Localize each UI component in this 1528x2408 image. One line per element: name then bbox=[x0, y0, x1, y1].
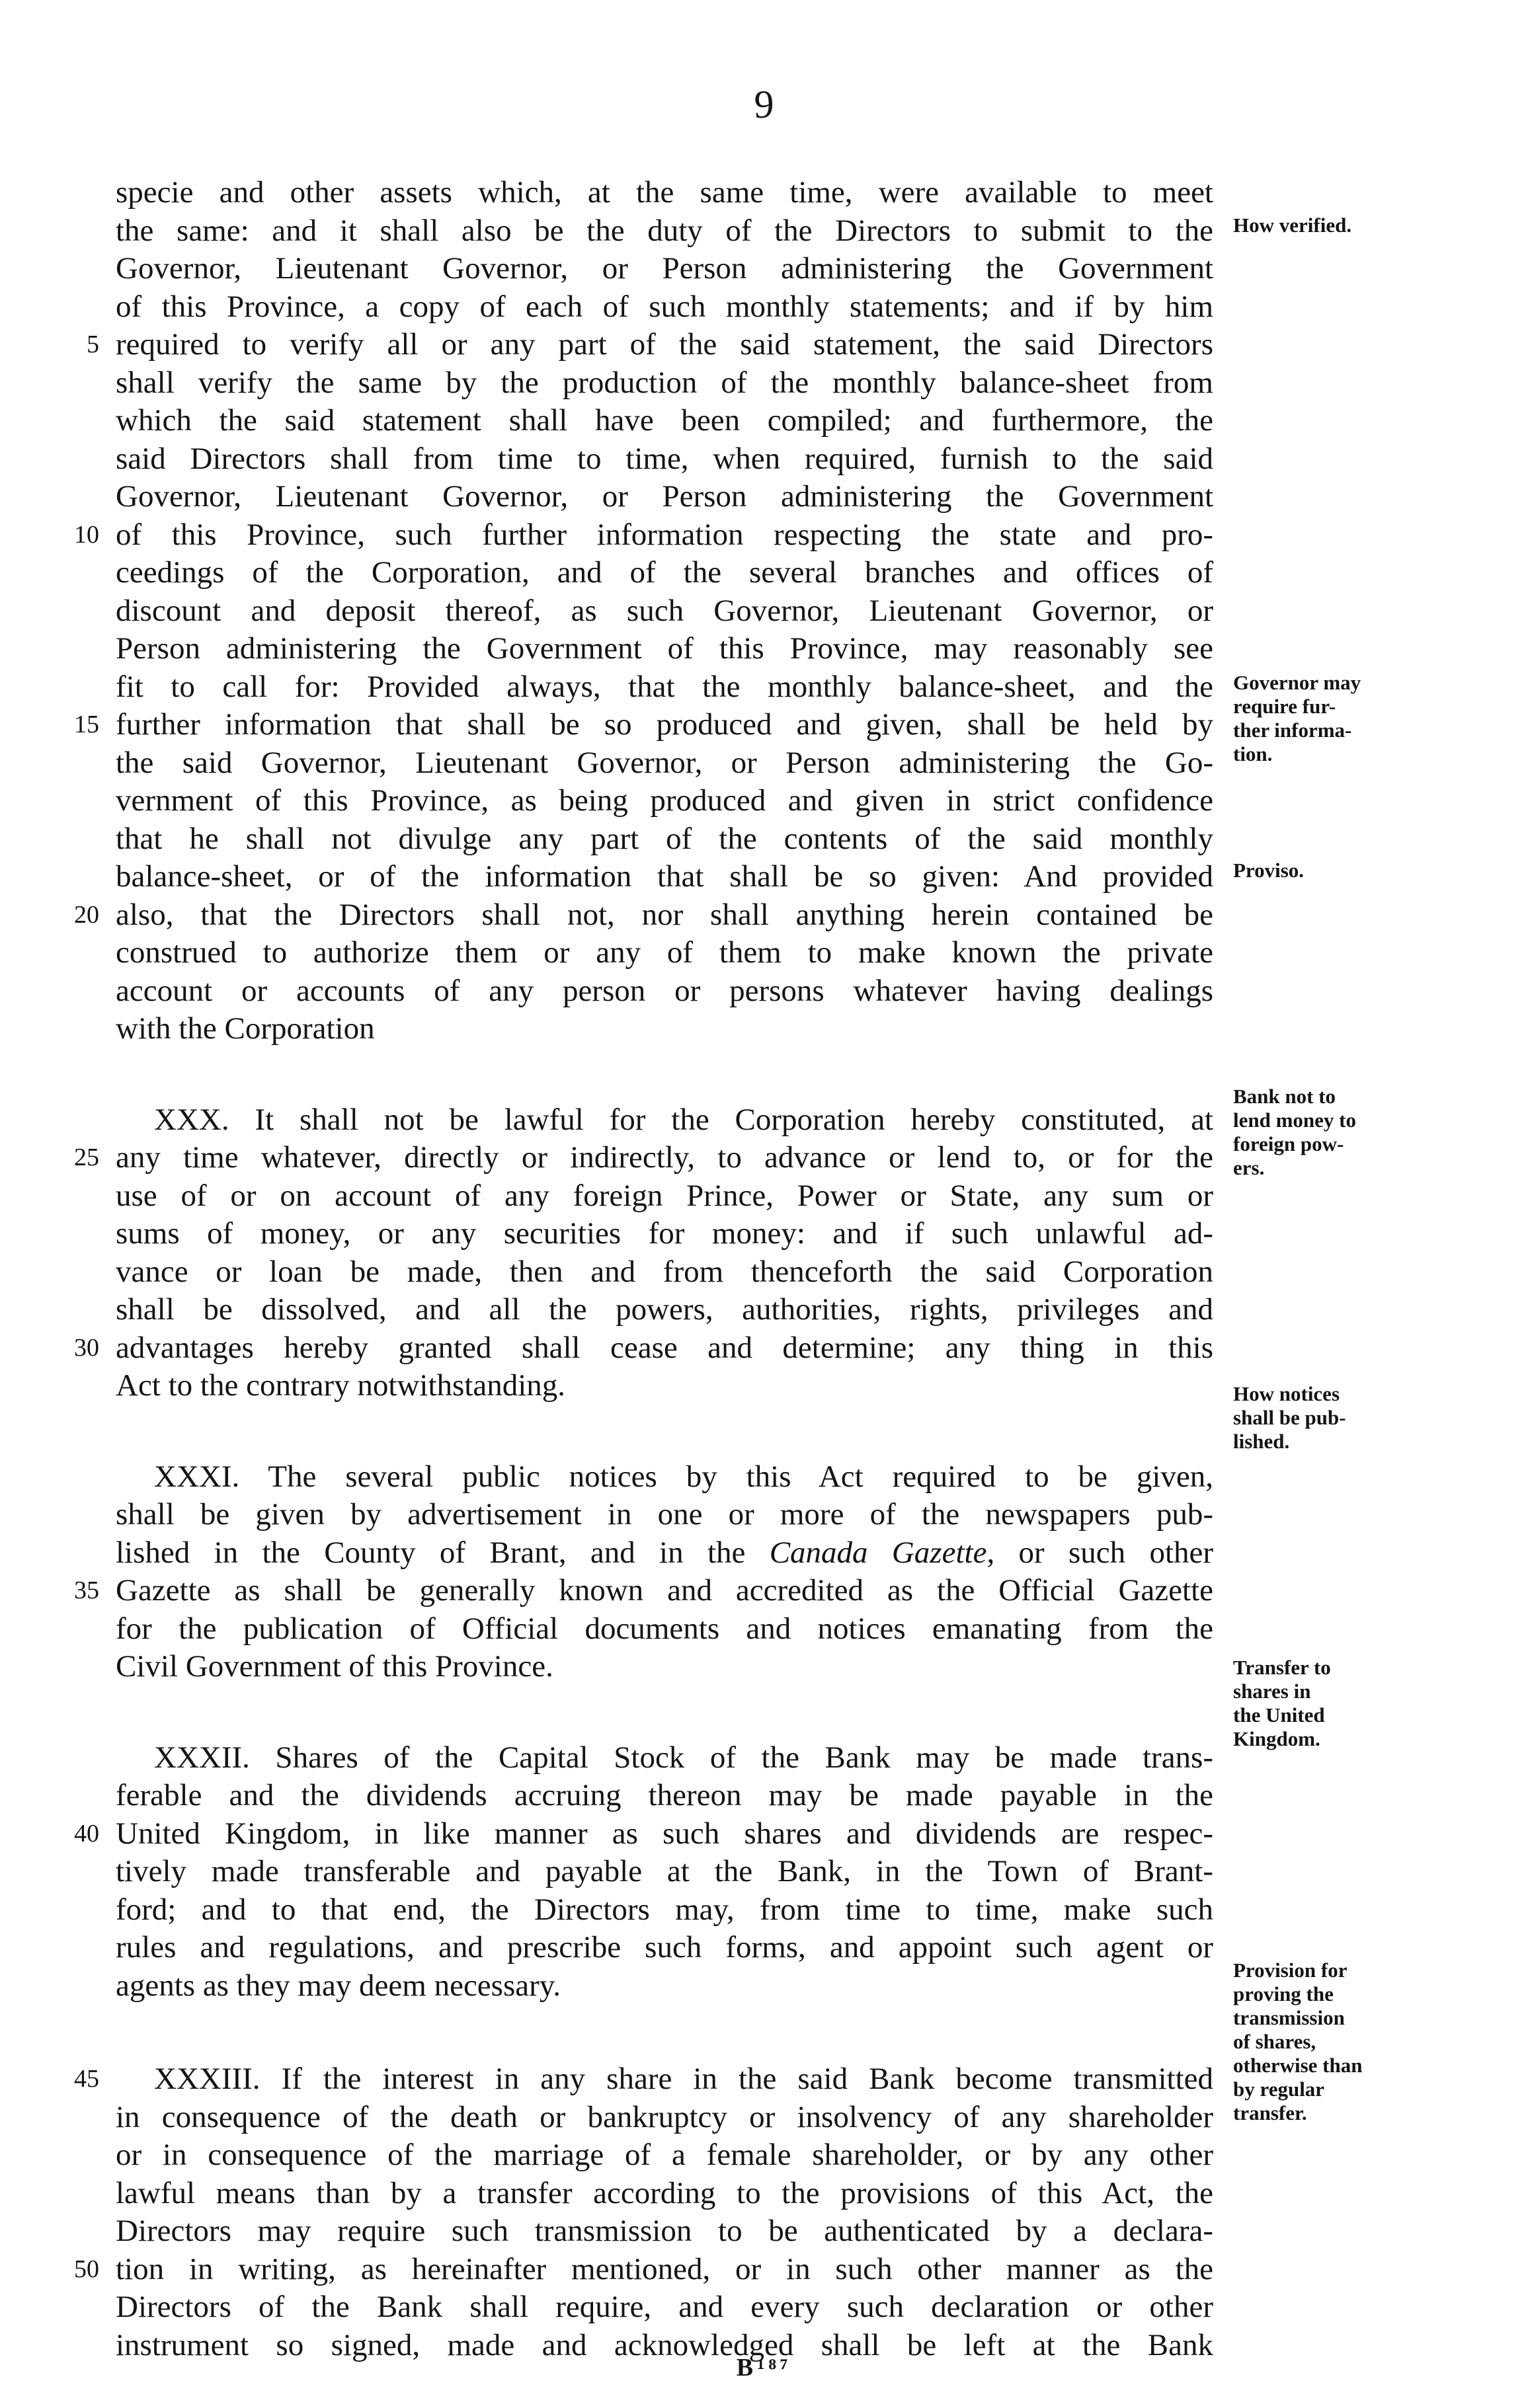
text-line: for the publication of Official documents and notices emanating from the bbox=[116, 1611, 1213, 1646]
page-number: 9 bbox=[754, 83, 774, 126]
line-number: 5 bbox=[87, 330, 99, 358]
text-line: rules and regulations, and prescribe such forms, and appoint such agent or bbox=[116, 1930, 1213, 1964]
text-line: tively made transferable and payable at the Bank, in the Town of Brant- bbox=[116, 1854, 1213, 1888]
text-line: 15 further information that shall be so produced and given, shall be held by bbox=[116, 706, 1213, 744]
line-number: 20 bbox=[74, 900, 99, 929]
margin-note-public-notices: How notices shall be pub- lished. bbox=[1233, 1382, 1346, 1453]
text-line: Governor, Lieutenant Governor, or Person administering the Government bbox=[116, 251, 1213, 286]
text-line: 40 United Kingdom, in like manner as such shares and dividends are respec- bbox=[116, 1815, 1213, 1853]
text-line: lawful means than by a transfer according to the provisions of this Act, the bbox=[116, 2175, 1213, 2210]
margin-note-how-verified: How verified. bbox=[1233, 214, 1352, 237]
text-line: 50 tion in writing, as hereinafter mentioned, or in such other manner as the bbox=[116, 2251, 1213, 2289]
margin-note-transfer-shares: Transfer to shares in the United Kingdom. bbox=[1233, 1656, 1331, 1750]
line-number: 25 bbox=[74, 1144, 99, 1171]
section-xxxii-start: XXXII. Shares of the Capital Stock of the Bank may be made trans- bbox=[154, 1740, 1213, 1775]
text-line: 20 also, that the Directors shall not, nor shall anything herein contained be bbox=[116, 896, 1213, 935]
text-line: Governor, Lieutenant Governor, or Person administering the Government bbox=[116, 479, 1213, 514]
text-line: that he shall not divulge any part of the contents of the said monthly bbox=[116, 821, 1213, 856]
text-line: said Directors shall from time to time, when required, furnish to the said bbox=[116, 441, 1213, 476]
text-line: Person administering the Government of this Province, may reasonably see bbox=[116, 631, 1213, 666]
text-line: ford; and to that end, the Directors may, from time to time, make such bbox=[116, 1892, 1213, 1927]
text-line: ferable and the dividends accruing thereon may be made payable in the bbox=[116, 1778, 1213, 1812]
text-line: which the said statement shall have been compiled; and furthermore, the bbox=[116, 403, 1213, 438]
text-line: Civil Government of this Province. bbox=[116, 1649, 553, 1684]
text-line: lished in the County of Brant, and in the Canada Gazette, or such other bbox=[116, 1535, 1214, 1570]
text-line: the said Governor, Lieutenant Governor, or Person administering the Go- bbox=[116, 745, 1213, 780]
text-line: Act to the contrary notwithstanding. bbox=[116, 1368, 566, 1403]
text-line: 10 of this Province, such further information respecting the state and pro- bbox=[116, 516, 1213, 555]
text-line: with the Corporation bbox=[116, 1011, 375, 1046]
margin-note-governor-information: Governor may require fur- ther informa- tion. bbox=[1233, 671, 1361, 765]
line-number: 10 bbox=[74, 520, 99, 549]
margin-note-proviso: Proviso. bbox=[1233, 859, 1305, 882]
text-line: discount and deposit thereof, as such Governor, Lieutenant Governor, or bbox=[116, 593, 1213, 628]
text-line: the same: and it shall also be the duty of the Directors to submit to the bbox=[116, 213, 1213, 248]
text-line: 25 any time whatever, directly or indirectly, to advance or lend to, or for the bbox=[116, 1139, 1213, 1177]
text-line: instrument so signed, made and acknowledged shall be left at the Bank bbox=[116, 2327, 1213, 2362]
text-line: 5 required to verify all or any part of the said statement, the said Directors bbox=[116, 326, 1213, 364]
text-line: or in consequence of the marriage of a female shareholder, or by any other bbox=[116, 2138, 1213, 2172]
body-text bbox=[74, 174, 1214, 2364]
text-line: Directors of the Bank shall require, and every such declaration or other bbox=[116, 2290, 1213, 2324]
text-line: fit to call for: Provided always, that the monthly balance-sheet, and the bbox=[116, 669, 1213, 704]
text-line: vance or loan be made, then and from thenceforth the said Corporation bbox=[116, 1254, 1213, 1289]
text-line: ceedings of the Corporation, and of the several branches and offices of bbox=[116, 555, 1213, 590]
text-line: specie and other assets which, at the same time, were available to meet bbox=[116, 175, 1213, 210]
margin-note-bank-not-to-lend: Bank not to lend money to foreign pow- ers. bbox=[1233, 1085, 1356, 1179]
text-line: Directors may require such transmission to be authenticated by a declara- bbox=[116, 2214, 1213, 2248]
text-line: shall be given by advertisement in one or more of the newspapers pub- bbox=[116, 1497, 1213, 1532]
text-line: agents as they may deem necessary. bbox=[116, 1968, 561, 2003]
text-line: shall verify the same by the production of the monthly balance-sheet from bbox=[116, 365, 1213, 400]
text-line: account or accounts of any person or persons whatever having dealings bbox=[116, 973, 1213, 1008]
text-line: use of or on account of any foreign Prince, Power or State, any sum or bbox=[116, 1178, 1213, 1213]
line-number: 50 bbox=[74, 2255, 99, 2283]
text-line: construed to authorize them or any of them to make known the private bbox=[116, 935, 1213, 970]
section-xxxi-start: XXXI. The several public notices by this Act required to be given, bbox=[154, 1459, 1213, 1494]
text-line: of this Province, a copy of each of such monthly statements; and if by him bbox=[116, 289, 1213, 324]
text-line: sums of money, or any securities for money: and if such unlawful ad- bbox=[116, 1216, 1213, 1251]
text-line: balance-sheet, or of the information that shall be so given: And provided bbox=[116, 859, 1213, 894]
line-number: 30 bbox=[74, 1333, 99, 1362]
section-xxx-start: XXX. It shall not be lawful for the Corporation hereby constituted, at bbox=[154, 1102, 1213, 1137]
line-number: 45 bbox=[74, 2065, 99, 2093]
text-line: shall be dissolved, and all the powers, authorities, rights, privileges and bbox=[116, 1292, 1213, 1327]
text-line: vernment of this Province, as being produced and given in strict confidence bbox=[116, 783, 1213, 818]
line-number: 15 bbox=[74, 711, 99, 738]
text-line: 35 Gazette as shall be generally known and accredited as the Official Gazette bbox=[116, 1572, 1213, 1610]
line-number: 35 bbox=[74, 1576, 99, 1604]
text-line: 30 advantages hereby granted shall cease and determine; any thing in this bbox=[116, 1329, 1213, 1368]
section-xxxiii-start: 45 XXXIII. If the interest in any share in the said Bank become transmitted bbox=[116, 2060, 1213, 2099]
text-line: in consequence of the death or bankruptcy or insolvency of any shareholder bbox=[116, 2099, 1213, 2134]
margin-note-transmission: Provision for proving the transmission of shares, otherwise than by regular transfer. bbox=[1233, 1959, 1363, 2124]
signature-mark: B¹⁸⁷ bbox=[736, 2354, 792, 2382]
line-number: 40 bbox=[74, 1819, 99, 1847]
